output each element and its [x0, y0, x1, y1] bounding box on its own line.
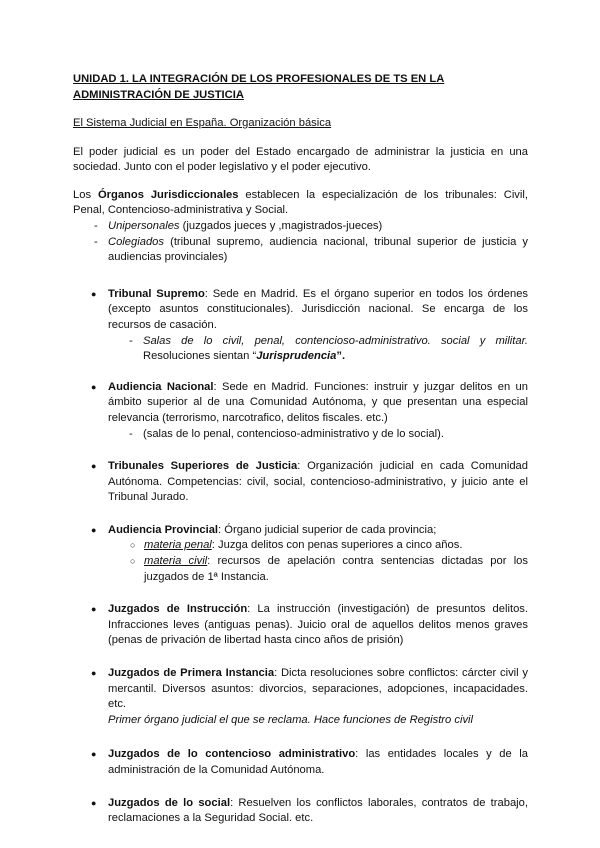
spacer: [93, 585, 528, 602]
spacer: [93, 728, 528, 747]
court-item-primera-instancia: [93, 666, 528, 728]
court-sub-item: [130, 554, 528, 585]
organ-type-item: [94, 235, 528, 266]
court-text: : Organización judicial en cada Comunidad Autónoma. Competencias: civil, social, contencioso-administrativo, y juicio ante el Tribunal Jurado.: [108, 460, 528, 504]
court-item-audiencia-nacional: [93, 380, 528, 442]
court-name: Juzgados de Primera Instancia: [108, 667, 275, 680]
court-item-social: [93, 796, 528, 827]
section-subtitle: El Sistema Judicial en España. Organización básica: [73, 117, 332, 129]
court-sub-item: [130, 538, 528, 554]
spacer: [93, 365, 528, 380]
court-item-provincial: [93, 523, 528, 585]
court-name: Tribunales Superiores de Justicia: [108, 460, 298, 473]
court-sub-italic: Salas de lo civil, penal, contencioso-administrativo. social y militar.: [143, 334, 528, 347]
court-item-instruccion: [93, 602, 528, 649]
court-sub-bold: Jurisprudencia: [256, 350, 337, 363]
court-sub-end: ”.: [336, 350, 346, 363]
court-text: : Resuelven los conflictos laborales, contratos de trabajo, reclamaciones a la Seguridad Social. etc.: [108, 796, 528, 825]
court-sub-item: - (salas de lo penal, contencioso-administrativo y de lo social).: [129, 427, 528, 443]
organ-type-label: Unipersonales: [108, 219, 180, 232]
organ-type-label: Colegiados: [108, 235, 164, 248]
court-name: Juzgados de lo contencioso administrativo: [108, 748, 356, 761]
court-sub-list: [108, 538, 528, 585]
court-text: : Dicta resoluciones sobre conflictos: cárcter civil y mercantil. Diversos asuntos: divorcios, separaciones, adopciones, incapacidades. etc.: [108, 667, 528, 711]
organs-rest: establecen la especialización de los tribunales: Civil, Penal, Contencioso-administrativa y Social.: [73, 188, 528, 217]
court-item-contencioso: [93, 747, 528, 778]
court-name: Tribunal Supremo: [108, 287, 205, 300]
court-item-tsj: [93, 459, 528, 506]
court-text: : Sede en Madrid. Funciones: instruir y juzgar delitos en un ámbito superior al de una Comunidad Autónoma, y que presentan una especial relevancia (terrorismo, narcotrafico, delitos fiscales. etc.): [108, 380, 529, 424]
organs-prefix: Los: [73, 188, 98, 201]
organ-type-text: (tribunal supremo, audiencia nacional, tribunal superior de justicia y audiencias provinciales): [108, 235, 528, 264]
court-sub-list: [108, 427, 528, 443]
organs-bold: Órganos Jurisdiccionales: [97, 188, 239, 201]
document-title: [73, 71, 528, 103]
court-sub-label: materia civil: [144, 555, 208, 568]
organ-type-item: [94, 219, 528, 235]
organs-paragraph: [73, 188, 528, 219]
spacer: [93, 779, 528, 796]
court-sub-text: Resoluciones sientan “: [143, 350, 257, 363]
court-name: Juzgados de lo social: [108, 796, 231, 809]
court-sub-text: : recursos de apelación contra sentencias dictadas por los juzgados de 1ª Instancia.: [144, 555, 528, 583]
organ-type-text: (juzgados jueces y ,magistrados-jueces): [179, 219, 383, 232]
court-sub-label: materia penal: [144, 539, 212, 552]
spacer: [93, 506, 528, 523]
court-text: : Órgano judicial superior de cada provincia;: [218, 523, 437, 536]
court-sub-text: : Juzga delitos con penas superiores a cinco años.: [211, 539, 463, 552]
court-text: : La instrucción (investigación) de presuntos delitos. Infracciones leves (antiguas penas). Juicio oral de aquellos delitos menos graves (penas de privación de libertad hasta cinco años de prisión): [108, 603, 528, 647]
court-name: Audiencia Nacional: [108, 380, 214, 393]
court-sub-list: [108, 334, 528, 365]
title-line-2: ADMINISTRACIÓN DE JUSTICIA: [73, 89, 244, 101]
spacer: [93, 649, 528, 666]
courts-list: [73, 287, 528, 827]
court-note: Primer órgano judicial el que se reclama. Hace funciones de Registro civil: [108, 713, 474, 726]
court-text: : Sede en Madrid. Es el órgano superior en todos los órdenes (excepto asuntos constitucionales). Jurisdicción nacional. Se encarga de los recursos de casación.: [108, 287, 529, 331]
organ-types-list: [73, 219, 528, 266]
court-text: : las entidades locales y de la administración de la Comunidad Autónoma.: [108, 748, 528, 776]
court-item-supremo: [93, 287, 528, 365]
court-name: Audiencia Provincial: [108, 523, 219, 536]
court-sub-item: [129, 334, 528, 365]
title-line-1: UNIDAD 1. LA INTEGRACIÓN DE LOS PROFESIONALES DE TS EN LA: [73, 73, 445, 85]
spacer: [93, 442, 528, 459]
intro-paragraph: El poder judicial es un poder del Estado encargado de administrar la justicia en una sociedad. Junto con el poder legislativo y el poder ejecutivo.: [73, 145, 528, 174]
court-name: Juzgados de Instrucción: [108, 603, 248, 616]
